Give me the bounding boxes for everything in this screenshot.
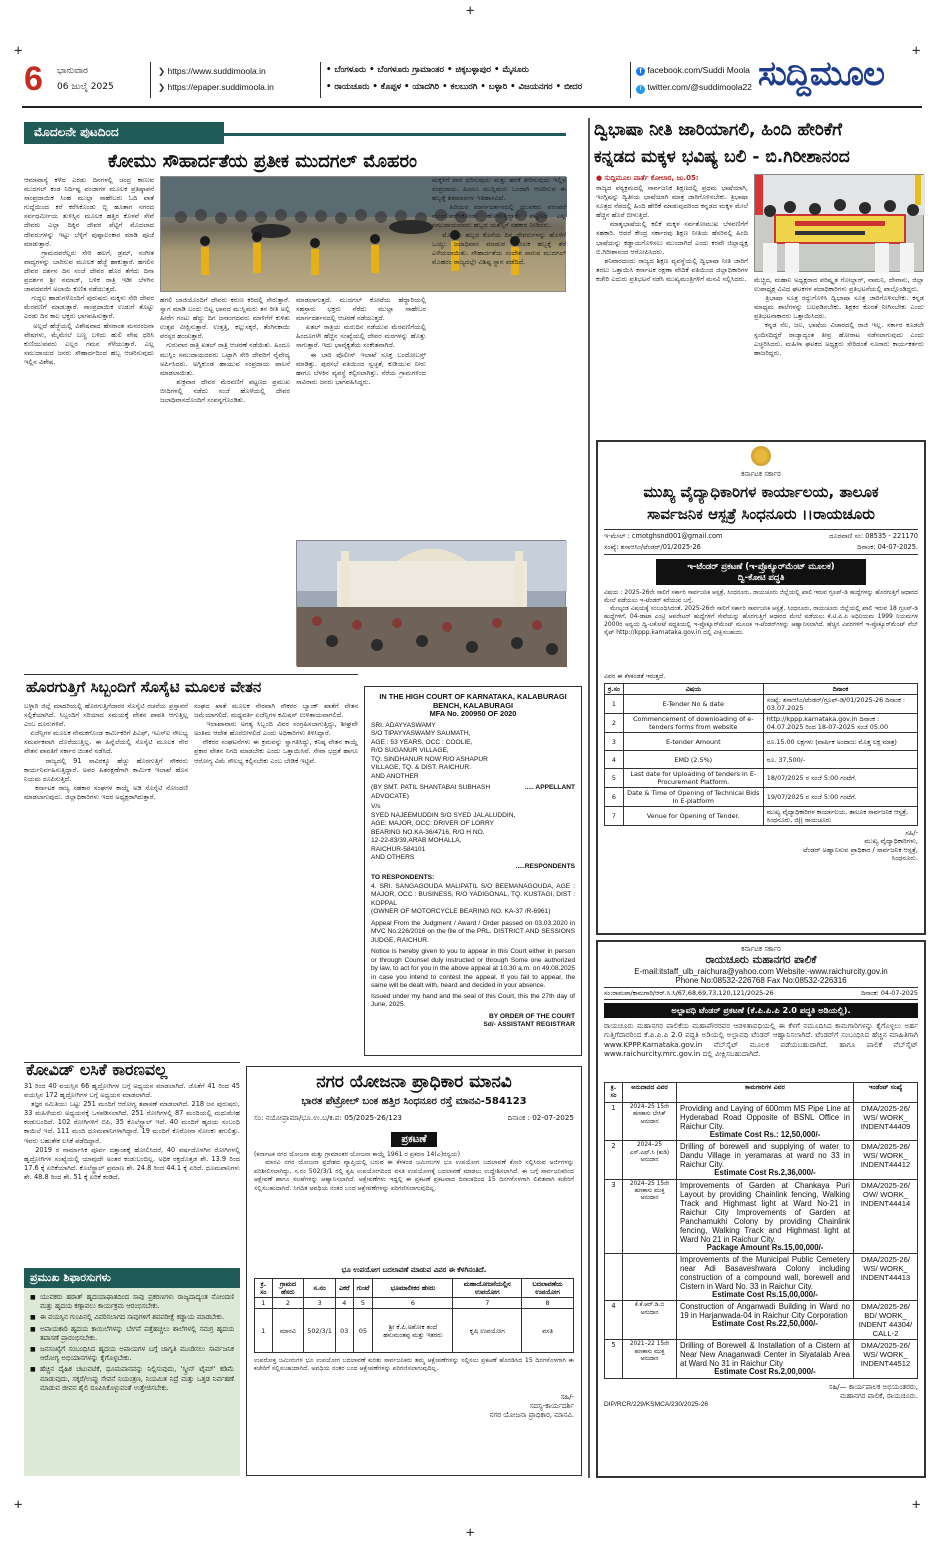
raichur-row-work	[677, 1301, 854, 1340]
tender1-body: ವಿಷಯ : 2025-26ನೇ ಸಾಲಿಗೆ ಸರ್ಕಾರಿ ಸಾರ್ವಜನಿಕ ಆಸ್ಪತ್ರೆ, ಸಿಂಧನೂರು, ರಾಯಚೂರು ಜಿಲ್ಲೆಯಲ್ಲಿ ಖಾಲಿ ಇರುವ ಗ್ರೂಪ್-ಡಿ ಹುದ್ದೆಗಳನ್ನು ಹೊರಗುತ್ತಿಗೆ ಆಧಾರದ ಮೇಲೆ ಪಡೆಯಲು ಇ-ಟೆಂಡರ್ ಕರೆಯುವ ಬಗ್ಗೆ. ಮೇಲ್ಕಂಡ ವಿಷಯಕ್ಕೆ ಸಂಬಂಧಿಸಿದಂತೆ, 2025-26ನೇ ಸಾಲಿಗೆ ಸರ್ಕಾರಿ ಸಾರ್ವಜನಿಕ ಆಸ್ಪತ್ರೆ, ಸಿಂಧನೂರು, ರಾಯಚೂರು ಜಿಲ್ಲೆಯಲ್ಲಿ ಖಾಲಿ ಇರುವ 18 ಗ್ರೂಪ್-ಡಿ ಹುದ್ದೆಗಳಿಗೆ, 04-ಡಾಟಾ ಎಂಟ್ರಿ ಆಪರೇಟರ್ ಹುದ್ದೆಗಳಿಗೆ ಸೇವೆಯನ್ನು ಹೊರಗುತ್ತಿಗೆ ಆಧಾರದ ಮೇಲೆ ಪಡೆಯಲು ಕೆ.ಟಿ.ಪಿ.ಪಿ ಅಧಿನಿಯಮ 1999 ನಿಯಮಗಳ 2000ರ ಅನ್ವಯ ದ್ವಿ-ಲಕೋಟೆ ಪದ್ಧತಿಯಲ್ಲಿ ಇ-ಪ್ರೊಕ್ಯೂರ್‌ಮೆಂಟ್ ಮೂಲಕ ಇ-ಟೆಂಡರ್‌ಗಳನ್ನು ಆಹ್ವಾನಿಸಲಾಗಿದೆ. ಹೆಚ್ಚಿನ ವಿವರಗಳಿಗೆ ಇ-ಪ್ರೊಕ್ಯೂರ್‌ಮೆಂಟ್ ವೆಬ್ ಸೈಟ್ http://kppp.karnataka.gov.in ದಲ್ಲಿ ವೀಕ್ಷಿಸಬಹುದು.	[604, 589, 919, 636]
table-row	[605, 788, 918, 807]
newspaper-logo: ಸುದ್ದಿಮೂಲ	[758, 54, 884, 94]
court-advocate: (BY SMT. PATIL SHANTABAI SUBHASH ADVOCATE)	[371, 784, 491, 800]
raichur-table-header: ಇಂಡೆಂಟ್ ಸಂಖ್ಯೆ	[854, 1083, 918, 1103]
raichur-table-header: ಕಾಮಗಾರಿಗಳ ವಿವರ	[677, 1083, 854, 1103]
facebook-link[interactable]: f facebook.com/Suddi Moola	[636, 65, 750, 76]
planning-table-cell: 1	[255, 1309, 273, 1353]
court-between: SRI. ADAYYASWAMY S/O TIPAYYASWAMY SAUMATH, AGE : 53 YEARS, OCC : COOLIE, R/O SUGANUR VILLAGE, TQ: SINDHANUR NOW R/O ASHAPUR VILLAGE, TQ. & DIST. RAICHUR. AND ANOTHER	[371, 721, 488, 780]
table-row	[605, 1254, 918, 1301]
recommendations-list	[30, 1293, 234, 1393]
tender1-banner-line-1: ಇ-ಟೆಂಡರ್ ಪ್ರಕಟಣೆ (ಇ-ಪ್ರೊಕ್ಯೂರ್‌ಮೆಂಟ್ ಮೂಲಕ)	[687, 561, 835, 571]
raichur-row-number: 2	[605, 1141, 623, 1179]
planning-table-col-number: 5	[353, 1298, 373, 1309]
right-story-headline-1: ದ್ವಿಭಾಷಾ ನೀತಿ ಜಾರಿಯಾಗಲಿ, ಹಿಂದಿ ಹೇರಿಕೆಗೆ	[594, 120, 843, 140]
planning-date: ದಿನಾಂಕ : 02-07-2025	[507, 1113, 574, 1122]
protest-illustration	[755, 175, 925, 273]
table-row	[605, 1340, 918, 1378]
planning-table-cell: 03	[335, 1309, 353, 1353]
recommendation-item: ■ ಈ ವಯಸ್ಸಿನ ಗುಂಪಿನಲ್ಲಿ ವಿವರಿಸಲಾಗದ ಸಾವುಗಳಿಗೆ ಶವಪರೀಕ್ಷೆ ಕಡ್ಡಾಯ ಮಾಡಬೇಕು.	[30, 1313, 234, 1322]
planning-table-cell: 502/3/1	[304, 1309, 336, 1353]
section-tag: ಮೊದಲನೇ ಪುಟದಿಂದ	[24, 122, 224, 144]
tender1-table-cell: ಮುಖ್ಯ ವೈದ್ಯಾಧಿಕಾರಿಗಳ ಕಾರ್ಯಾಲಯ, ತಾಲೂಕ ಸಾರ್ವಜನಿಕ ಆಸ್ಪತ್ರೆ, ಸಿಂಧನೂರು, ಜಿ|| ರಾಯಚೂರು	[763, 807, 917, 826]
tender1-table-header: ವಿಷಯ	[623, 684, 763, 695]
tender1-table-cell: ರೂ. 37,500/-	[763, 751, 917, 769]
masthead	[22, 54, 922, 104]
registration-mark-top: +	[466, 3, 475, 19]
raichur-body: ರಾಯಚೂರು ಮಹಾನಗರ ಪಾಲಿಕೆಯ ಮಹಾಪೌರರವರ ಆಡಳಿತಾವಧಿಯಲ್ಲಿ ಈ ಕೆಳಗೆ ನಮೂದಿಸಿದ ಕಾಮಗಾರಿಗಳನ್ನು ಕೈಗೊಳ್ಳಲು ಅರ್ಹ ಗುತ್ತಿಗೆದಾರರಿಂದ ಕೆ.ಪಿ.ಪಿ.ಪಿ 2.0 ಪದ್ಧತಿ ಅಡಿಯಲ್ಲಿ ಅಲ್ಪಾವಧಿ ಟೆಂಡರ್ ಆಹ್ವಾನಿಸಲಾಗಿದೆ. ಟೆಂಡರ್‌ಗೆ ಸಂಬಂಧಿಸಿದ ಹೆಚ್ಚಿನ ಮಾಹಿತಿಗಾಗಿ www.KPPP.Karnataka.gov.in ವೆಬ್‌ಸೈಟ್ ಮೂಲಕ ಪಡೆಯಬಹುದಾಗಿದೆ. ಹಾಗೂ ಪಾಲಿಕೆ ವೆಬ್‌ಸೈಟ್ www.raichurcity.mrc.gov.in ದಲ್ಲಿ ವೀಕ್ಷಿಸಬಹುದಾಗಿದೆ.	[604, 1021, 921, 1059]
raichur-row-indent: DMA/2025-26/ WS/ WORK_ INDENT44413	[854, 1254, 918, 1301]
table-row	[605, 1102, 918, 1140]
court-issued: Issued under my hand and the seal of this Court, this the 27th day of June, 2025.	[371, 992, 577, 1008]
planning-footer: ಉಪರೋಕ್ತ ಜಮೀನುಗಳ ಭೂ ಉಪಯೋಗ ಬದಲಾವಣೆ ಕುರಿತು ಸಾರ್ವಜನಿಕರು ತಮ್ಮ ಆಕ್ಷೇಪಣೆಗಳನ್ನು ಸಲ್ಲಿಸಲು ಪ್ರಕಟಣೆ ಹೊರಡಿಸಿದ 15 ದಿನಗಳೊಳಗಾಗಿ ಈ ಕಚೇರಿಗೆ ಸಲ್ಲಿಸಬಹುದಾಗಿದೆ. ಅವಧಿಯ ನಂತರ ಬಂದ ಆಕ್ಷೇಪಣೆಗಳನ್ನು ಪರಿಗಣಿಸಲಾಗುವುದಿಲ್ಲ.	[254, 1357, 576, 1373]
planning-table-header: ಬದಲಾವಣೆಯ ಉಪಯೋಗ	[522, 1279, 574, 1298]
tender1-table-cell: http://kppp.karnataka.gov.in ದಿನಾಂಕ : 04.07.2025 ರಿಂದ 18-07-2025 ಸಂಜೆ 05.00	[763, 714, 917, 733]
planning-table-cell: ಮಾನವಿ	[272, 1309, 304, 1353]
tender1-email: ಇ-ಮೇಲ್ : cmotghsnd001@gmail.com	[604, 532, 723, 540]
registration-mark-br: +	[912, 1497, 921, 1513]
planning-table-header: ಸ.ನಂ	[304, 1279, 336, 1298]
raichur-row-work	[677, 1141, 854, 1179]
planning-table-col-number: 6	[373, 1298, 453, 1309]
tender1-table-cell: ರೂ.15.00 ಲಕ್ಷಗಳು (ವಾರ್ಷಿಕ ಅಂದಾಜು ಮೊತ್ತ ಲಕ್ಷ ಮಾತ್ರ)	[763, 733, 917, 751]
tender1-table-cell: Commencement of downloading of e-tenders forms from website	[623, 714, 763, 733]
raichur-work-cost: Estimate Cost Rs.2,00,000/-	[714, 1367, 816, 1377]
planning-ref: ಸಂ: ನಯೋಪ್ರಾಮಾ/ಭೂ.ಉ.ಬ/ಕ.ಪ: 05/2025-26/123	[254, 1113, 402, 1122]
raichur-row-number: 1	[605, 1102, 623, 1140]
raichur-work-cost: Estimate Cost Rs.15,00,000/-	[712, 1290, 818, 1300]
raichur-row-grant: 2024–25 15ನೇ ಹಣಕಾಸು ಮುಕ್ತ ಅನುದಾನ	[623, 1179, 677, 1253]
raichur-row-work	[677, 1102, 854, 1140]
story1-col1: ಆಮಾವಾಸ್ಯೆ ಕಳೆದ ಎರಡು ದಿನಗಳಲ್ಲಿ ಚಂದ್ರ ಕಾಣುವ ಮುದಗಲ್‌ ಕಂಡ ನಿರ್ದಿಷ್ಟ ಪಂಜಾಗಳ ಮೂಲಕ ಪ್ರತಿಷ್ಠಾಪನೆ ಸಾಂಪ್ರದಾಯಿಕ ಸಿಂಹ ಮುಲ್ಲಾ ಸಾಹೇಬರು ಓದಿ ಪಾತೆ ಗುದ್ದೆಯಿಂದ ಕರೆ ಕರೆಸಿಕೊಂಡು ಬ್ಬಿ ಹೂತಾಗ ನಗರದ ಸರ್ವಧರ್ಮೀಯ ತುಳಿಸ್ಸಿನ ಮೂಲಕ ಹತ್ತಿರ ಕೊಳವೆ ಸೇವೆ ದೇವರು ಎಲ್ಲಾ ದಿಕ್ಕಿನ ದೇವರ ಪೆಟ್ಟಿಗೆ ಮೊದಲಾದ ದೇವರುಗಳನ್ನು ಇಟ್ಟು ಬೆಳ್ಳಿಗೆ ಪುಷ್ಪಾಲಂಕಾರ ಮಾಡಿ ಪೂಜೆ ಮಾಡುತ್ತಾರೆ. ಗ್ರಾಮದವರೆಲ್ಲರು ಸೇರಿ ಹಲಗೆ, ಡ್ರಮ್, ಸಂಗೀತ ವಾದ್ಯಗಳನ್ನು ಬಾರಿಸುವ ಮೂಲಕ ಹೆಜ್ಜೆ ಹಾಕುತ್ತಾರೆ. ಹಗಲಿನ ದೇವರ ದರ್ಶನ ದಿನ ಸಂಜೆ ದೇವರ ಹೊರ ತೆಗೆದು ದಿನಾ ಪ್ರದರ್ಶನ ಶ್ರೀ ನಮಾಜ್, ಬಳಿಕ ರಾತ್ರಿ ಇಡೀ ಬೆಳಗಿನ ಜಾವದವರೆಗೆ ಅಲಾಯಿ ಕುಣಿತ ನಡೆಯುತ್ತದೆ. ಗುದ್ದಲ ಹಾಡುಗಳೊಂದಿಗೆ ಪುರುಷರು ಮಕ್ಕಳು ಸೇರಿ ದೇವರ ಮೆರವಣಿಗೆ ಮಾಡುತ್ತಾರೆ. ಸಾಂಪ್ರದಾಯಿಕ ಉಡುಗೆ ತೊಟ್ಟು ಎರಡು ದಿನ ಕಾಲ ಭಕ್ತರು ಭಾಗವಹಿಸುತ್ತಾರೆ. ಅಲ್ಲದೆ ಹೆಜ್ಜೆಯಲ್ಲಿ ವಿಶೇಷವಾದ ಹೆಸರಾಂತ ಮನರಂಜನಾ ವೇಷಗಳು, ಮೈಮೇಲೆ ಬಣ್ಣ ಬಳಿದು ಹುಲಿ ವೇಷ ಧರಿಸಿ ಕುಣಿಯುವವರು ಎಲ್ಲರ ಗಮನ ಸೆಳೆಯುತ್ತಾರೆ. ಎಲ್ಲ ಸಮುದಾಯದ ಜನರು ಸೌಹಾರ್ದದಿಂದ ಹಬ್ಬ ಆಚರಿಸುವುದು ಇಲ್ಲಿನ ವಿಶೇಷ.	[24, 176, 154, 366]
court-appellant: ..... APPELLANT	[524, 784, 575, 791]
story1-col4: ಮಕ್ಕಳಿಗೆ ಪಾಠ ಧರಿಸುವುದು ಮತ್ತು ಹರಕೆ ತೀರಿಸುವುದು ಇಲ್ಲಿನ ಸಂಪ್ರದಾಯ. ಹಿಂದೂ ಮುಸ್ಲಿಮರು ಒಂದಾಗಿ ಆಚರಿಸುವ ಈ ಹಬ್ಬಕ್ಕೆ ಶತಮಾನಗಳ ಇತಿಹಾಸವಿದೆ. ಹಿರಿಯರ ಮಾರ್ಗದರ್ಶನದಲ್ಲಿ ಯುವಕರು ಪರಂಪರೆ ಮುಂದುವರೆಸಿಕೊಂಡು ಹೋಗುತ್ತಿದ್ದಾರೆ. ಪಟ್ಟಣದ ಎಲ್ಲ ಸಮುದಾಯದವರು ಹಬ್ಬದ ಯಶಸ್ಸಿಗೆ ಸಹಕಾರ ನೀಡಿದರು. ಮೊಹರಂ ಹಬ್ಬದ ಕೊನೆಯ ದಿನ ದೇವರುಗಳನ್ನು ಹೊಳೆಗೆ ಒಯ್ದು ಜಲಾಧಿವಾಸ ಮಾಡುವ ಮೂಲಕ ಹಬ್ಬಕ್ಕೆ ತೆರೆ ಎಳೆಯಲಾಯಿತು. ಸೌಹಾರ್ದತೆಯ ಸಂದೇಶ ಸಾರುವ ಮುದಗಲ್ ಮೊಹರಂ ರಾಜ್ಯದಲ್ಲೇ ವಿಶಿಷ್ಟ ಸ್ಥಾನ ಪಡೆದಿದೆ.	[432, 176, 566, 266]
planning-table-header: ಗುಂಟೆ	[353, 1279, 373, 1298]
planning-title: ನಗರ ಯೋಜನಾ ಪ್ರಾಧಿಕಾರ ಮಾನವಿ	[316, 1072, 512, 1092]
raichur-ref: ಸಂ:ರಾಮಪಾ/ಕಾಮಗಾರಿ/ಆರ್.ಸಿ.ಸಿ/67,68,69,73,120,121/2025-26	[604, 989, 774, 997]
court-vs: V/s	[371, 803, 381, 810]
story1-headline: ಕೋಮು ಸೌಹಾರ್ದತೆಯ ಪ್ರತೀಕ ಮುದಗಲ್ ಮೊಹರಂ	[108, 151, 417, 172]
story2-col2: ಸಂಘದ ಖಾತೆ ಮೂಲಕ ನೇರವಾಗಿ ನೌಕರರ ಬ್ಯಾಂಕ್ ಖಾತೆಗೆ ವೇತನ ಜಮೆಯಾಗಲಿದೆ. ಮಧ್ಯವರ್ತಿ ಏಜೆನ್ಸಿಗಳ ಕಮಿಷನ್ ಉಳಿತಾಯವಾಗಲಿದೆ. ಇಲಾಖಾವಾರು ಅಗತ್ಯ ಸಿಬ್ಬಂದಿ ವಿವರ ಸಂಗ್ರಹಿಸಲಾಗುತ್ತಿದ್ದು, ಶೀಘ್ರವೇ ಅಂತಿಮ ಆದೇಶ ಹೊರಬೀಳಲಿದೆ ಎಂದು ಅಧಿಕಾರಿಗಳು ತಿಳಿಸಿದ್ದಾರೆ. ನೌಕರರ ಸಂಘಟನೆಗಳು ಈ ಕ್ರಮವನ್ನು ಸ್ವಾಗತಿಸಿದ್ದು, ಕನಿಷ್ಠ ವೇತನ ಕಾಯ್ದೆ ಪ್ರಕಾರ ವೇತನ ನಿಗದಿ ಮಾಡಬೇಕು ಎಂದು ಒತ್ತಾಯಿಸಿವೆ. ಸೇವಾ ಭದ್ರತೆ ಹಾಗೂ ಆರೋಗ್ಯ ವಿಮೆ ಸೌಲಭ್ಯ ಕಲ್ಪಿಸಬೇಕು ಎಂಬ ಬೇಡಿಕೆ ಇಟ್ಟಿವೆ.	[194, 702, 358, 765]
raichur-sign-1: ಸಹಿ/— ಕಾರ್ಯಪಾಲಕ ಅಭಿಯಂತರರು,	[828, 1382, 918, 1391]
table-row	[605, 751, 918, 769]
raichur-email: E-mail:itstaff_ulb_raichura@yahoo.com Website:-www.raichurcity.gov.in	[634, 967, 888, 976]
court-to-respondents: TO RESPONDENTS:	[371, 874, 435, 881]
recommendation-item: ■ ಅಪಾಯಕಾರಿ ಹೃದಯ ಕಾಯಿಲೆಗಳನ್ನು ಬೇಗನೆ ಪತ್ತೆಹಚ್ಚಲು ಶಾಲೆಗಳಲ್ಲಿ ಸಮಗ್ರ ಹೃದಯ ತಪಾಸಣೆ ಪ್ರಾರಂಭಿಸಬೇಕು.	[30, 1325, 234, 1343]
court-order: BY ORDER OF THE COURT	[489, 1012, 575, 1020]
raichur-table	[604, 1082, 918, 1379]
court-respondent-block: SYED NAJEEMUDDIN S/O SYED JALALUDDIN, AGE: MAJOR, OCC: DRIVER OF LORRY BEARING NO.KA-36/4716, R/O H NO. 12-22-83/39,ARAB MOHALLA, RAICHUR-584101 AND OTHERS	[371, 811, 516, 861]
table-row	[605, 695, 918, 714]
planning-table-header: ಗ್ರಾಮದ ಹೆಸರು	[272, 1279, 304, 1298]
tender1-sign-4: ಸಿಂಧನೂರು.	[891, 854, 918, 863]
planning-table-col-number: 1	[255, 1298, 273, 1309]
court-case: MFA No. 200950 OF 2020	[429, 709, 517, 718]
cities-row-2: • ರಾಯಚೂರು • ಕೊಪ್ಪಳ • ಯಾದಗಿರಿ • ಕಲಬುರಗಿ • ಬಳ್ಳಾರಿ • ವಿಜಯನಗರ • ಬೀದರ	[326, 82, 583, 92]
hospital-tender	[596, 440, 926, 935]
raichur-row-indent: DMA/2025-26/ OW/ WORK_ INDENT44414	[854, 1179, 918, 1253]
raichur-work-cost: Estimate Cost Rs.22,50,000/-	[712, 1319, 818, 1329]
raichur-code: DIP/RCR/229/KSMCA/230/2025-26	[604, 1400, 709, 1408]
planning-sign-2: ಸದಸ್ಯ-ಕಾರ್ಯದರ್ಶಿ	[529, 1402, 574, 1410]
court-notice-body: Notice is hereby given to you to appear in this Court either in person or through Counsel duly instructed or through Some one authorized by law, to act for you in the above appeal at 10.30 a.m. on 49.08.2025 in case you intend to contest the appeal. If you fail to appear, the same will be dealt with, heard and decided in your absence.	[371, 948, 577, 989]
recommendation-item: ■ ಜನಸಂಖ್ಯೆಗೆ ಸಂಬಂಧಿಸಿದ ಹೃದಯ ಅಪಾಯಗಳ ಬಗ್ಗೆ ಜಾಗೃತಿ ಮೂಡಿಸಲು ಸಾರ್ವಜನಿಕ ಆರೋಗ್ಯ ಅಭಿಯಾನಗಳನ್ನು ಕೈಗೊಳ್ಳಬೇಕು.	[30, 1345, 234, 1363]
tender1-table-cell: 18/07/2025 ರ ಸಂಜೆ 5:00 ಗಂಟೆಗೆ.	[763, 769, 917, 788]
raichur-row-indent: DMA/2025-26/ WS/ WORK_ INDENT44412	[854, 1141, 918, 1179]
planning-body: (ಕರ್ನಾಟಕ ನಗರ ಯೋಜನಾ ಮತ್ತು ಗ್ರಾಮಾಂತರ ಯೋಜನಾ ಕಾಯ್ದೆ 1961 ರ ಪ್ರಕರಣ 14(ಎ)ರನ್ವಯ) ಮಾನವಿ ನಗರ ಯೋಜನಾ ಪ್ರದೇಶದ ವ್ಯಾಪ್ತಿಯಲ್ಲಿ ಬರುವ ಈ ಕೆಳಕಂಡ ಜಮೀನುಗಳ ಭೂ ಉಪಯೋಗ ಬದಲಾವಣೆ ಕೋರಿ ಸಲ್ಲಿಸಿರುವ ಅರ್ಜಿಗಳನ್ನು ಪರಿಶೀಲಿಸಲಾಗಿದ್ದು, ಸ.ನಂ 502/3/1 ರಲ್ಲಿ ಕೃಷಿ ಉಪಯೋಗದಿಂದ ವಸತಿ ಉಪಯೋಗಕ್ಕೆ ಬದಲಾವಣೆ ಮಾಡಲು ಉದ್ದೇಶಿಸಲಾಗಿದೆ. ಈ ಬಗ್ಗೆ ಸಾರ್ವಜನಿಕರಿಂದ ಆಕ್ಷೇಪಣೆ ಹಾಗೂ ಸಲಹೆಗಳನ್ನು ಆಹ್ವಾನಿಸಲಾಗಿದೆ. ಆಕ್ಷೇಪಣೆಗಳು ಇದ್ದಲ್ಲಿ ಈ ಪ್ರಕಟಣೆ ಪ್ರಕಟವಾದ ದಿನಾಂಕದಿಂದ 15 ದಿನಗಳೊಳಗಾಗಿ ಲಿಖಿತವಾಗಿ ಕಚೇರಿಗೆ ಸಲ್ಲಿಸಬಹುದಾಗಿದೆ. ನಿಗದಿತ ಅವಧಿಯ ನಂತರ ಬಂದ ಆಕ್ಷೇಪಣೆಗಳನ್ನು ಪರಿಗಣಿಸಲಾಗುವುದಿಲ್ಲ.	[254, 1151, 575, 1192]
raichur-title: ರಾಯಚೂರು ಮಹಾನಗರ ಪಾಲಿಕೆ	[705, 954, 817, 966]
story3-body: 31 ರಿಂದ 40 ವಯಸ್ಸಿನ 66 ಹೃದ್ರೋಗಿಗಳ ಬಗ್ಗೆ ಅಧ್ಯಯನ ಮಾಡಲಾಗಿದೆ. ಜೊತೆಗೆ 41 ರಿಂದ 45 ವಯಸ್ಸಿನ 172 ಹೃದ್ರೋಗಿಗಳ ಬಗ್ಗೆ ಅಧ್ಯಯನ ಮಾಡಲಾಗಿದೆ. ತಜ್ಞರ ಸಮಿತಿಯು ಒಟ್ಟು 251 ಮಂದಿಗೆ ಆರೋಗ್ಯ ತಪಾಸಣೆ ಮಾಡಲಾಗಿದೆ. 218 ಜನ ಪುರುಷರು, 33 ಮಹಿಳೆಯರು ಅಧ್ಯಯನಕ್ಕೆ ಒಳಪಡಿಸಲಾಗಿದೆ. 251 ರೋಗಿಗಳಲ್ಲಿ 87 ಮಂದಿಯಲ್ಲಿ ಮಧುಮೇಹ ಕಂಡುಬಂದಿದೆ. 102 ರೋಗಿಗಳಿಗೆ ಬಿಪಿ, 35 ಕೊಲೆಸ್ಟ್ರಾಲ್ ಇದೆ. 40 ಮಂದಿಗೆ ಹೃದಯ ಸಂಬಂಧಿ ಕಾಯಿಲೆ ಇದೆ. 111 ಮಂದಿ ಧೂಮಪಾನಿಗಳಾಗಿದ್ದಾರೆ. 19 ಮಂದಿಗೆ ಕೊರೋನಾ ಸೋಂಕು ತಗುಲಿತ್ತು. ಇವರು ಬಹುತೇಕ ಲಸಿಕೆ ಪಡೆದಿದ್ದಾರೆ. 2019 ರ ನಾರ್ಮಾಸಿಕ ಪೂರ್ವ ದತ್ತಾಂಶಕ್ಕೆ ಹೋಲಿಸಿದರೆ, 40 ವರ್ಷದೊಳಗಿನ ರೋಗಿಗಳಲ್ಲಿ ಹೃದ್ರೋಗಿಗಳ ಸಂಖ್ಯೆಯಲ್ಲಿ ಯಾವುದೇ ಅಂತರ ಕಂಡುಬಂದಿಲ್ಲ. ಅಧಿಕ ರಕ್ತದೊತ್ತಡ ಶೇ. 13.9 ರಿಂದ 17.6 ಕ್ಕೆ ಏರಿಕೆಯಾಗಿದೆ. ಕೊಲೆಸ್ಟ್ರಾಲ್ ಪ್ರಮಾಣ ಶೇ. 24.8 ರಿಂದ 44.1 ಕ್ಕೆ ಏರಿದೆ. ಧೂಮಪಾನಿಗಳು ಶೇ. 48.8 ರಿಂದ ಶೇ. 51 ಕ್ಕೆ ಏರಿಕೆ ಕಂಡಿದೆ.	[24, 1082, 240, 1181]
protest-photo	[754, 174, 924, 272]
registration-mark-bl: +	[14, 1497, 23, 1513]
raichur-row-number: 3	[605, 1179, 623, 1253]
arrow-icon: ❯	[158, 82, 168, 92]
tender1-table-cell: 2	[605, 714, 624, 733]
tender1-table-cell: 6	[605, 788, 624, 807]
masthead-date: 06 ಜುಲೈ 2025	[57, 82, 114, 92]
tender1-sign-2: ಮುಖ್ಯ ವೈದ್ಯಾಧಿಕಾರಿಗಳು,	[864, 837, 918, 846]
table-row	[605, 1179, 918, 1253]
raichur-table-header: ಕ್ರ. ಸಂ	[605, 1083, 623, 1103]
raichur-row-indent: DMA/2025-26/ WS/ WORK_ INDENT44409	[854, 1102, 918, 1140]
raichur-row-work	[677, 1254, 854, 1301]
right-story-lead: ● ಸುದ್ದಿಮೂಲ ವಾರ್ತೆ ಕೋಲಾರ, ಜು.05:	[596, 174, 699, 182]
table-row	[605, 807, 918, 826]
tender1-banner	[656, 559, 866, 585]
raichur-work-desc: Improvements of the Municipal Public Cemetery near Adi Basaveshwara Colony including construction of a compound wall, borewell and Cistern in Ward No. 33 in Raichur City.	[680, 1255, 850, 1292]
recommendations-box	[24, 1268, 240, 1476]
tender1-sign-3: ಟೆಂಡರ್ ಅಹ್ವಾನಿಸುವ ಪ್ರಾಧಿಕಾರ / ಸಾರ್ವಜನಿಕ ಆಸ್ಪತ್ರೆ,	[803, 845, 918, 854]
table-row	[605, 1301, 918, 1340]
right-story-headline-2: ಕನ್ನಡದ ಮಕ್ಕಳ ಭವಿಷ್ಯ ಬಲಿ - ಬಿ.ಗಿರೀಶಾನಂದ	[594, 147, 850, 167]
planning-table-header: ಕ್ರ. ಸಂ	[255, 1279, 273, 1298]
raichur-state: ಕರ್ನಾಟಕ ಸರ್ಕಾರ	[741, 945, 781, 953]
court-to-body: 4. SRI. SANGAGOUDA MALIPATIL S/O BEEMANAGOUDA, AGE : MAJOR, OCC : BUSINESS, R/O YADIGONAL, TQ. KUSTAGI, DIST : KOPPAL (OWNER OF MOTORCYCLE BEARING NO. KA-37 /R-6961)	[371, 882, 575, 915]
recommendation-item: ■ ಹೆಚ್ಚಿನ ದೈಹಿಕ ಚಟುವಟಿಕೆ, ಧೂಮಪಾನವನ್ನು ನಿಲ್ಲಿಸುವುದು, 'ಸ್ಕ್ರೀನ್ ಟೈಮ್' ಕಡಿಮೆ ಮಾಡುವುದು, ಸಕ್ಕರೆ/ಉಪ್ಪು ಸೇವನೆ ನಿಯಂತ್ರಣ, ನಿಯಮಿತ ನಿದ್ರೆ ಮತ್ತು ಒತ್ತಡ ನಿರ್ವಹಣೆ ಮಾಡುವ ಜೀವನ ಶೈಲಿ ರೂಪಿಸಿಕೊಳ್ಳುವಂತೆ ಉತ್ತೇಜಿಸಬೇಕು.	[30, 1365, 234, 1393]
tender1-title: ಮುಖ್ಯ ವೈದ್ಯಾಧಿಕಾರಿಗಳ ಕಾರ್ಯಾಲಯ, ತಾಲೂಕ	[643, 483, 879, 501]
planning-notice	[246, 1066, 582, 1476]
planning-sign-3: ನಗರ ಯೋಜನಾ ಪ್ರಾಧಿಕಾರ, ಮಾನವಿ.	[489, 1411, 574, 1419]
story1-col2: ಹಗಲಿ ಬಾಜಿಯೊಂದಿಗೆ ದೇವರು ಕರುಣ ಕರಿದಲ್ಲಿ ಸೇರುತ್ತಾರೆ. ಸ್ವಾಗ ಮಾಡಿ ಬಂದು ಬಿಟ್ಟ ಭಾವದ ಮುಸ್ಲಿಮರು ತನ ರೀತಿ ಅಲ್ಲಿ ಹೀರೆಗ ಗಂಟು ಹೆದ್ದು ದಿಗ ಜನಾಂಗದವರು ಮಾಳಿಗೆಗೆ ಕುಳಿತು ಉತ್ಸವ ವೀಕ್ಷಿಸುತ್ತಾರೆ. ಉತ್ತತ್ತಿ, ಕಲ್ಲುಸಕ್ಕರೆ, ತೆಂಗಿನಕಾಯಿ ಪರಸ್ಪರ ಹಂಚುತ್ತಾರೆ. ಗುರುವಾರ ರಾತ್ರಿ ಖತಲ್ ರಾತ್ರಿ ಆಚರಣೆ ನಡೆಯಿತು. ಹಿಂದೂ ಮುಸ್ಲಿಂ ಸಮುದಾಯದವರು ಒಟ್ಟಾಗಿ ಸೇರಿ ದೇವರಿಗೆ ನೈವೇದ್ಯ ಅರ್ಪಿಸಿದರು. ಅಗ್ನಿಕುಂಡ ಹಾಯುವ ಸಂಪ್ರದಾಯ ಪಾಲನೆ ಮಾಡಲಾಯಿತು. ಶುಕ್ರವಾರ ದೇವರ ಮೆರವಣಿಗೆ ಪಟ್ಟಣದ ಪ್ರಮುಖ ಬೀದಿಗಳಲ್ಲಿ ನಡೆದು ಸಂಜೆ ಹೊಳೆಯಲ್ಲಿ ದೇವರ ಜಲಾಧಿವಾಸದೊಂದಿಗೆ ಸಂಪನ್ನಗೊಂಡಿತು.	[160, 296, 291, 405]
table-row	[605, 1141, 918, 1179]
tender1-date: ದಿನಾಂಕ: 04-07-2025.	[857, 543, 918, 551]
tender1-table-cell: 1	[605, 695, 624, 714]
page-number: 6	[24, 60, 43, 98]
raichur-row-number: 4	[605, 1301, 623, 1340]
planning-table-cell: ಕೃಷಿ ಉಪಯೋಗ	[453, 1309, 522, 1353]
tender1-table-cell: E-tender Amount	[623, 733, 763, 751]
planning-notice-label: ಪ್ರಕಟಣೆ	[391, 1132, 436, 1147]
court-registrar: Sd/- ASSISTANT REGISTRAR	[483, 1021, 575, 1028]
planning-table-cell: ವಸತಿ	[522, 1309, 574, 1353]
raichur-tender	[596, 940, 926, 1478]
facebook-icon: f	[636, 67, 645, 76]
twitter-icon: t	[636, 85, 645, 94]
tender1-table-cell: 3	[605, 733, 624, 751]
story2-headline: ಹೊರಗುತ್ತಿಗೆ ಸಿಬ್ಬಂದಿಗೆ ಸೊಸೈಟಿ ಮೂಲಕ ವೇತನ	[26, 678, 262, 696]
tender1-ref: ಸಂಖ್ಯೆ: ಶಸಾಆಸಿಂ/ಟೆಂಡರ್/01/2025-26	[604, 543, 701, 551]
table-row	[605, 714, 918, 733]
story2-col1: ಬಳ್ಳಾರಿ ಜಿಲ್ಲೆ ಮಾದರಿಯಲ್ಲಿ ಹೊರಗುತ್ತಿಗೆದಾರರ ಸೊಸೈಟಿ ರಚನೆಯ ಪ್ರಸ್ತಾವನೆ ಸಲ್ಲಿಕೆಯಾಗಿದೆ. ಸಿಬ್ಬಂದಿಗೆ ಸರಿಯಾದ ಸಮಯಕ್ಕೆ ವೇತನ ಪಾವತಿ ಆಗುತ್ತಿಲ್ಲ ಎಂಬ ದೂರುಗಳಿವೆ. ಏಜೆನ್ಸಿಗಳ ಮೂಲಕ ನೇಮಕಗೊಂಡ ಕಾರ್ಮಿಕರಿಗೆ ಪಿಎಫ್, ಇಎಸ್ಐ ಸೌಲಭ್ಯ ಸಮರ್ಪಕವಾಗಿ ದೊರೆಯುತ್ತಿಲ್ಲ. ಈ ಹಿನ್ನೆಲೆಯಲ್ಲಿ ಸೊಸೈಟಿ ಮೂಲಕ ನೇರ ವೇತನ ಪಾವತಿಗೆ ಸರ್ಕಾರ ಚಿಂತನೆ ನಡೆಸಿದೆ. ರಾಜ್ಯದಲ್ಲಿ 91 ಸಾವಿರಕ್ಕೂ ಹೆಚ್ಚು ಹೊರಗುತ್ತಿಗೆ ನೌಕರರು ಕಾರ್ಯನಿರ್ವಹಿಸುತ್ತಿದ್ದಾರೆ. ಅವರ ಹಿತರಕ್ಷಣೆಗಾಗಿ ಕಾರ್ಮಿಕ ಇಲಾಖೆ ಹೊಸ ನಿಯಮ ರೂಪಿಸುತ್ತಿದೆ. ಕರ್ನಾಟಕ ರಾಜ್ಯ ಸಹಕಾರ ಸಂಘಗಳ ಕಾಯ್ದೆ ಅಡಿ ಸೊಸೈಟಿ ನೋಂದಣಿ ಮಾಡಲಾಗುವುದು. ಜಿಲ್ಲಾಧಿಕಾರಿಗಳು ಇದರ ಅಧ್ಯಕ್ಷರಾಗಿರುತ್ತಾರೆ.	[24, 702, 189, 801]
tender1-table-intro: ವಿವರ ಈ ಕೆಳಕಂಡತೆ ಇರುತ್ತದೆ.	[604, 673, 666, 680]
raichur-work-desc: Drilling of Borewell & Installation of a Cistern at Near New Anaganwadi Center in Siyatalab Area at Ward No 31 in Raichur City	[680, 1341, 850, 1369]
tender1-table-cell: E-Tender No & date	[623, 695, 763, 714]
raichur-row-grant: 2024–25 ಎಸ್.ಎಫ್.ಸಿ (ಕುಡಿ) ಅನುದಾನ	[623, 1141, 677, 1179]
tender1-state: ಕರ್ನಾಟಕ ಸರ್ಕಾರ	[741, 470, 781, 478]
planning-table-header: ಎಕರೆ	[335, 1279, 353, 1298]
masthead-day: ಭಾನುವಾರ	[57, 66, 88, 76]
raichur-work-cost: Estimate Cost Rs.: 12,50,000/-	[709, 1129, 821, 1139]
raichur-phone: Phone No:08532-226768 Fax No:08532-226316	[675, 976, 847, 985]
website-link[interactable]: ❯ https://www.suddimoola.in	[158, 66, 266, 76]
tender1-phone: ದೂರವಾಣಿ ಸಂ: 08535 - 221170	[829, 532, 918, 540]
planning-table-cell: ಶ್ರೀ ಕೆ.ಪಿ.ಅಶೋಕ ತಂದೆ ಹನುಮಂತಪ್ಪ ಮತ್ತು ಇತರರು	[373, 1309, 453, 1353]
raichur-work-desc: Providing and Laying of 600mm MS Pipe Line at Hyderabad Road Opposite of BSNL Office in Raichur City.	[680, 1103, 850, 1131]
planning-table-col-number: 8	[522, 1298, 574, 1309]
planning-table-header: ಭೂಮಾಲೀಕರ ಹೆಸರು	[373, 1279, 453, 1298]
tender1-table-cell: ಸಂಖ್ಯೆ: ಶಸಾಆಸಿಂ/ಟೆಂಡರ್/ಗ್ರೂಪ್-ಡಿ/01/2025-26 ದಿನಾಂಕ : 03.07.2025	[763, 695, 917, 714]
raichur-row-work	[677, 1340, 854, 1378]
planning-table-col-number: 2	[272, 1298, 304, 1309]
registration-mark-tl: +	[14, 43, 23, 59]
recommendations-title: ಪ್ರಮುಖ ಶಿಫಾರಸುಗಳು	[24, 1268, 240, 1288]
raichur-work-cost: Estimate Cost Rs.2,36,000/-	[714, 1168, 816, 1178]
tender1-banner-line-2: ದ್ವಿ-ಕೋಟಿ ಪದ್ಧತಿ	[737, 572, 785, 582]
planning-address: ಭಾರತ ಪೆಟ್ರೋಲ್ ಬಂಕ ಹತ್ತಿರ ಸಿಂಧನೂರ ರಸ್ತೆ ಮಾನವಿ-584123	[301, 1096, 527, 1107]
planning-table-col-number: 4	[335, 1298, 353, 1309]
cities-row-1: • ಬೆಂಗಳೂರು • ಬೆಂಗಳೂರು ಗ್ರಾಮಾಂತರ • ಚಿಕ್ಕಬಳ್ಳಾಪುರ • ಮೈಸೂರು	[326, 65, 529, 75]
tender1-table-cell: 7	[605, 807, 624, 826]
tender1-table-cell: 19/07/2025 ರ ಸಂಜೆ 5:00 ಗಂಟೆಗೆ.	[763, 788, 917, 807]
court-appeal: Appeal From the Judgment / Award / Order passed on 03.03.2020 in MVC No.226/2016 on the file of the PRL. DISTRICT AND SESSIONS JUDGE, RAICHUR.	[371, 919, 577, 944]
tender1-table-header: ದಿನಾಂಕ	[763, 684, 917, 695]
court-notice	[364, 686, 582, 1056]
raichur-row-number	[605, 1254, 623, 1301]
epaper-link[interactable]: ❯ https://epaper.suddimoola.in	[158, 82, 274, 92]
right-story-col2: ಮೆಚ್ಚಿದ, ಮಹಾನಿ ಅಧ್ಯಕ್ಷರಾದ ಪರಿಷ್ಕೃತ ಗೋಲ್ದಾರ್, ನಾಮನಿ, ದೇವಾನು, ಜಿಲ್ಲಾ ಉಪಾಧ್ಯಕ್ಷ ವಿವಿಧ ಘಟಕಗಳ ಪದಾಧಿಕಾರಿಗಳು ಪ್ರತಿಭಟನೆಯಲ್ಲಿ ಪಾಲ್ಗೊಂಡಿದ್ದರು. ತ್ರಿಭಾಷಾ ಸೂತ್ರ ರದ್ದುಗೊಳಿಸಿ ದ್ವಿಭಾಷಾ ಸೂತ್ರ ಜಾರಿಗೊಳಿಸಬೇಕು. ಕನ್ನಡ ಮಾಧ್ಯಮ ಶಾಲೆಗಳನ್ನು ಬಲಪಡಿಸಬೇಕು. ಶಿಕ್ಷಕರ ಕೊರತೆ ನೀಗಿಸಬೇಕು ಎಂದು ಪ್ರತಿಭಟನಾಕಾರರು ಒತ್ತಾಯಿಸಿದರು. ಕನ್ನಡ ನೆಲ, ಜಲ, ಭಾಷೆಯ ವಿಚಾರದಲ್ಲಿ ರಾಜಿ ಇಲ್ಲ. ಸರ್ಕಾರ ಕೂಡಲೇ ಸ್ಪಂದಿಸದಿದ್ದರೆ ರಾಜ್ಯಾದ್ಯಂತ ತೀವ್ರ ಹೋರಾಟ ನಡೆಸಲಾಗುವುದು ಎಂದು ಎಚ್ಚರಿಸಿದರು. ಮಹಿಳಾ ಘಟಕದ ಅಧ್ಯಕ್ಷರು ಸೇರಿದಂತೆ ನೂರಾರು ಕಾರ್ಯಕರ್ತರು ಹಾಜರಿದ್ದರು.	[754, 276, 925, 357]
court-respondents: .....RESPONDENTS	[515, 862, 575, 870]
tender1-table-cell: Last date for Uploading of tenders in E-Procurement Platform.	[623, 769, 763, 788]
raichur-work-cost: Package Amount Rs.15,00,000/-	[706, 1242, 824, 1252]
raichur-row-grant: ಕೆ.ಕೆ.ಆರ್.ಡಿ.ಬಿ ಅನುದಾನ	[623, 1301, 677, 1340]
raichur-date: ದಿನಾಂಕ: 04-07-2025	[861, 989, 918, 997]
right-story-col1: ರಾಜ್ಯದ ಪಠ್ಯಕ್ರಮದಲ್ಲಿ ಸಾರ್ವಜನಿಕ ಶಿಕ್ಷಣದಲ್ಲಿ ಪ್ರಥಮ ಭಾಷೆಯಾಗಿ, ಇಂಗ್ಲಿಷನ್ನು ದ್ವಿತೀಯ ಭಾಷೆಯಾಗಿ ಮಾತ್ರ ಜಾರಿಗೊಳಿಸಬೇಕು. ತ್ರಿಭಾಷಾ ಸೂತ್ರದ ನೆಪದಲ್ಲಿ ಹಿಂದಿ ಹೇರಿಕೆ ಮಾಡುವುದರಿಂದ ಕನ್ನಡದ ಮಕ್ಕಳ ಮೇಲೆ ಹೆಚ್ಚಿನ ಹೊರೆ ಬೀಳುತ್ತಿದೆ. ಮಾತೃಭಾಷೆಯಲ್ಲಿ ಕಲಿಕೆ ಮಕ್ಕಳ ಸರ್ವತೋಮುಖ ಬೆಳವಣಿಗೆಗೆ ಸಹಕಾರಿ. ಆದರೆ ಕೇಂದ್ರ ಸರ್ಕಾರವು ಶಿಕ್ಷಣ ನೀತಿಯ ಹೆಸರಿನಲ್ಲಿ ಹಿಂದಿ ಭಾಷೆಯನ್ನು ಕಡ್ಡಾಯಗೊಳಿಸಲು ಮುಂದಾಗಿದೆ ಎಂದು ಕರವೇ ಜಿಲ್ಲಾಧ್ಯಕ್ಷ ಬಿ.ಗಿರೀಶಾನಂದ ಆರೋಪಿಸಿದರು. ಶನಿವಾರದಂದು ರಾಜ್ಯದ ಶಿಕ್ಷಣ ವ್ಯವಸ್ಥೆಯಲ್ಲಿ ದ್ವಿಭಾಷಾ ನೀತಿ ಜಾರಿಗೆ ತರಲು ಒತ್ತಾಯಿಸಿ ಕರ್ನಾಟಕ ರಕ್ಷಣಾ ವೇದಿಕೆ ವತಿಯಿಂದ ಜಿಲ್ಲಾಧಿಕಾರಿಗಳ ಕಚೇರಿ ಎದುರು ಪ್ರತಿಭಟನೆ ನಡೆಸಿ ಮುಖ್ಯಮಂತ್ರಿಗಳಿಗೆ ಮನವಿ ಸಲ್ಲಿಸಿದರು.	[596, 184, 748, 283]
mosque-crowd-illustration	[297, 541, 567, 667]
planning-table-caption: ಭೂ ಉಪಯೋಗ ಬದಲಾವಣೆ ಮಾಡುವ ವಿವರ ಈ ಕೆಳಗಿನಂತಿದೆ.	[341, 1266, 487, 1274]
tender1-subtitle: ಸಾರ್ವಜನಿಕ ಆಸ್ಪತ್ರೆ ಸಿಂಧನೂರು ।।ರಾಯಚೂರು	[647, 505, 875, 523]
arrow-icon: ❯	[158, 66, 168, 76]
tender1-table-cell: 5	[605, 769, 624, 788]
tender1-table-cell: Date & Time of Opening of Technical Bids In E-platform	[623, 788, 763, 807]
twitter-link[interactable]: t twitter.com/@suddimoola22	[636, 82, 752, 94]
raichur-row-grant: 2021–22 15ನೇ ಹಣಕಾಸು ಮುಕ್ತ ಅನುದಾನ	[623, 1340, 677, 1378]
planning-table-cell: 05	[353, 1309, 373, 1353]
tender1-sign-1: ಸಹಿ/-	[905, 829, 918, 837]
raichur-row-work	[677, 1179, 854, 1253]
recommendation-item: ■ ಯುವಕರು ಹಠಾತ್ ಹೃದಯಾಘಾತದಿಂದ ಸಾವು ಪ್ರಕರಣಗಳು ರಾಜ್ಯದಾದ್ಯಂತ ನೋಂದಣಿ ಮತ್ತು ಹೃದಯ ಕಣ್ಗಾವಲು ಕಾರ್ಯಕ್ರಮ ಆರಂಭಿಸಬೇಕು.	[30, 1293, 234, 1311]
table-row	[605, 769, 918, 788]
raichur-work-desc: Drilling of borewell and supplying of water to Dandu Village in yeramaras at ward no 33 in Raichur City.	[680, 1142, 850, 1170]
planning-sign-1: ಸಹಿ/-	[560, 1393, 574, 1401]
raichur-sign-2: ಮಹಾನಗರ ಪಾಲಿಕೆ, ರಾಯಚೂರು.	[840, 1391, 918, 1400]
planning-table-col-number: 7	[453, 1298, 522, 1309]
raichur-row-indent: DMA/2025-26/ WS/ WORK_ INDENT44512	[854, 1340, 918, 1378]
story3-headline: ಕೋವಿಡ್ ಲಸಿಕೆ ಕಾರಣವಲ್ಲ	[26, 1060, 168, 1079]
tender1-table-cell: 4	[605, 751, 624, 769]
table-row	[605, 733, 918, 751]
raichur-banner: ಅಲ್ಪಾವಧಿ ಟೆಂಡರ್ ಪ್ರಕಟಣೆ (ಕೆ.ಪಿ.ಪಿ.ಪಿ 2.0 ಪದ್ಧತಿ ಅಡಿಯಲ್ಲಿ).	[604, 1003, 918, 1018]
tender1-table-cell: EMD (2.5%)	[623, 751, 763, 769]
karnataka-emblem-icon	[751, 446, 771, 466]
court-heading: IN THE HIGH COURT OF KARNATAKA, KALABURAGI BENCH, KALABURAGI	[379, 692, 569, 710]
moharram-photo-2	[296, 540, 566, 666]
raichur-work-desc: Improvements of Garden at Chankaya Puri Layout by providing Chainlink fencing, Walking Track and Highmast light at Ward No-21 in Raichur City Improvements of Garden at Panchamukhi Colony by providing Chainlink fencing, Walking Track and Highmast light at Ward No 21 in Raichur City.	[680, 1180, 850, 1244]
raichur-row-number: 5	[605, 1340, 623, 1378]
planning-table-col-number: 3	[304, 1298, 336, 1309]
tender1-table-header: ಕ್ರ.ಸಂ	[605, 684, 624, 695]
raichur-row-grant: 2024–25 15ನೇ ಹಣಕಾಸು ಬೇಸಿಕ್ ಅನುದಾನ	[623, 1102, 677, 1140]
planning-table-header: ಮಹಾಯೋಜನೆಯಲ್ಲಿನ ಉಪಯೋಗ	[453, 1279, 522, 1298]
planning-table	[254, 1278, 574, 1353]
raichur-work-desc: Construction of Anganwadi Building in Ward no 19 in Harjanwada-04 in Raichur City Corporation	[680, 1302, 850, 1321]
tender1-table	[604, 683, 918, 826]
registration-mark-bottom: +	[466, 1525, 475, 1541]
raichur-row-indent: DMA/2025-26/ BD/ WORK_ INDENT 44304/ CALL-2	[854, 1301, 918, 1340]
registration-mark-tr: +	[912, 43, 921, 59]
raichur-row-grant	[623, 1254, 677, 1301]
story1-col3: ಮಾಡಲಾಗುತ್ತದೆ. ಮುದಗಲ್ ಕೋಟೆಯ ಹೆದ್ದಾರಿಯಲ್ಲಿ ಸಹಸ್ರಾರು ಭಕ್ತರು ನೆರೆದು ಮುಲ್ಲಾ ಸಾಹೇಬರ ಮಾರ್ಗದರ್ಶನದಲ್ಲಿ ಆಚರಣೆ ನಡೆಯುತ್ತದೆ. ಖತಲ್ ರಾತ್ರಿಯ ಮರುದಿನ ನಡೆಯುವ ಮೆರವಣಿಗೆಯಲ್ಲಿ ಹಿಂದೂಗಳೇ ಹೆಚ್ಚಿನ ಸಂಖ್ಯೆಯಲ್ಲಿ ದೇವರ ಮರಗಳನ್ನು ಹೊತ್ತು ಸಾಗುತ್ತಾರೆ. ಇದು ಭಾವೈಕ್ಯತೆಯ ಸಂಕೇತವಾಗಿದೆ. ಈ ಬಾರಿ ಪೊಲೀಸ್ ಇಲಾಖೆ ಸೂಕ್ತ ಬಂದೋಬಸ್ತ್ ಮಾಡಿತ್ತು. ಪುರಸಭೆ ವತಿಯಿಂದ ಸ್ವಚ್ಛತೆ, ಕುಡಿಯುವ ನೀರು ಹಾಗೂ ಬೆಳಕಿನ ವ್ಯವಸ್ಥೆ ಕಲ್ಪಿಸಲಾಗಿತ್ತು. ನೆರೆಯ ಗ್ರಾಮಗಳಿಂದ ಸಾವಿರಾರು ಜನರು ಭಾಗವಹಿಸಿದ್ದರು.	[296, 296, 426, 386]
raichur-table-header: ಅನುದಾನದ ವಿವರ	[623, 1083, 677, 1103]
tender1-table-cell: Venue for Opening of Tender.	[623, 807, 763, 826]
